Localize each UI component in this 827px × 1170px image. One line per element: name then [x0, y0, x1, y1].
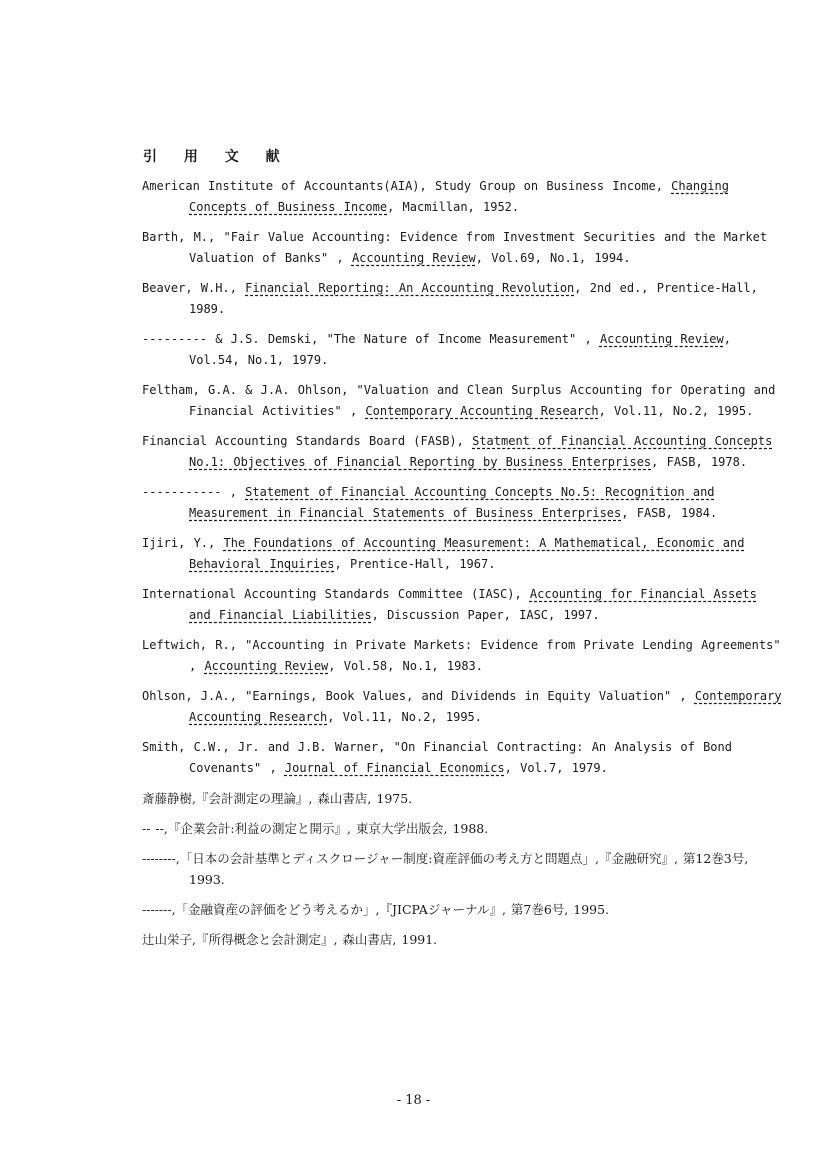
reference-title-underlined: Contemporary Accounting Research [365, 404, 599, 418]
page-number: - 18 - [396, 1093, 431, 1108]
reference-text: , Prentice-Hall, 1967. [334, 557, 496, 571]
reference-text: Ohlson, J.A., "Earnings, Book Values, and Dividends in Equity Valuation" , [142, 689, 695, 703]
reference-text: ----------- , [142, 485, 246, 499]
reference-title-underlined: Accounting Review [599, 332, 724, 346]
reference-entry [142, 929, 782, 950]
reference-entry [142, 737, 782, 779]
reference-text: Smith, C.W., Jr. and J.B. Warner, "On Financial Contracting: An Analysis of Bond Covenants" , [142, 740, 732, 775]
reference-text: Ijiri, Y., [142, 536, 224, 550]
reference-text: 斎藤静樹,『会計測定の理論』, 森山書店, 1975. [142, 791, 413, 806]
reference-text: Beaver, W.H., [142, 281, 246, 295]
reference-entry [142, 227, 782, 269]
reference-text: 辻山栄子,『所得概念と会計測定』, 森山書店, 1991. [142, 932, 438, 947]
reference-entry [142, 788, 782, 809]
reference-title-underlined: Statment of Financial Accounting Concepts No.1: Objectives of Financial Reporting by Business Enterprises [189, 434, 773, 469]
reference-text: , Vol.11, No.2, 1995. [598, 404, 754, 418]
reference-text: Leftwich, R., "Accounting in Private Markets: Evidence from Private Lending Agreements" , [142, 638, 781, 673]
reference-title-underlined: The Foundations of Accounting Measurement: A Mathematical, Economic and Behavioral Inquiries [189, 536, 745, 571]
reference-text: , 2nd ed., Prentice-Hall, 1989. [189, 281, 758, 316]
reference-entry [142, 482, 782, 524]
reference-text: , FASB, 1984. [621, 506, 718, 520]
reference-entry [142, 380, 782, 422]
reference-text: , Discussion Paper, IASC, 1997. [371, 608, 600, 622]
reference-entry [142, 818, 782, 839]
reference-text: --------- & J.S. Demski, "The Nature of Income Measurement" , [142, 332, 600, 346]
reference-entry [142, 431, 782, 473]
reference-entry [142, 584, 782, 626]
reference-title-underlined: Accounting Review [351, 251, 476, 265]
reference-title-underlined: Contemporary Accounting Research [189, 689, 782, 724]
reference-text: , Macmillan, 1952. [387, 200, 520, 214]
reference-entry [142, 899, 782, 920]
reference-text: --------,「日本の会計基準とディスクロージャー制度:資産評価の考え方と問題点」,『金融研究』, 第12巻3号, 1993. [142, 851, 749, 887]
reference-entry [142, 278, 782, 320]
reference-text: , FASB, 1978. [651, 455, 748, 469]
reference-text: , Vol.11, No.2, 1995. [327, 710, 482, 724]
reference-entry [142, 848, 782, 890]
references-heading: 引 用 文 献 [143, 149, 291, 165]
reference-text: -- --,『企業会計:利益の測定と開示』, 東京大学出版会, 1988. [142, 821, 489, 836]
reference-text: Financial Accounting Standards Board (FASB), [142, 434, 473, 448]
reference-entry [142, 176, 782, 218]
reference-text: , Vol.54, No.1, 1979. [189, 332, 731, 367]
reference-title-underlined: Accounting for Financial Assets and Financial Liabilities [189, 587, 757, 622]
reference-text: International Accounting Standards Committee (IASC), [142, 587, 530, 601]
reference-text: -------,「金融資産の評価をどう考えるか」,『JICPAジャーナル』, 第7巻6号, 1995. [142, 902, 610, 917]
reference-text: Feltham, G.A. & J.A. Ohlson, "Valuation and Clean Surplus Accounting for Operating and Financial Activities" , [142, 383, 776, 418]
reference-entry [142, 686, 782, 728]
reference-text: , Vol.69, No.1, 1994. [475, 251, 631, 265]
reference-text: , Vol.58, No.1, 1983. [328, 659, 483, 673]
reference-title-underlined: Changing Concepts of Business Income [189, 179, 729, 214]
reference-text: American Institute of Accountants(AIA), Study Group on Business Income, [142, 179, 672, 193]
reference-title-underlined: Journal of Financial Economics [284, 761, 505, 775]
reference-list [142, 176, 782, 959]
reference-text: Barth, M., "Fair Value Accounting: Evidence from Investment Securities and the Market Valuation of Banks" , [142, 230, 768, 265]
reference-entry [142, 635, 782, 677]
reference-title-underlined: Financial Reporting: An Accounting Revolution [245, 281, 575, 295]
reference-title-underlined: Statement of Financial Accounting Concepts No.5: Recognition and Measurement in Financial Statements of Business Enterprises [189, 485, 715, 520]
reference-entry [142, 533, 782, 575]
reference-entry [142, 329, 782, 371]
reference-text: , Vol.7, 1979. [504, 761, 608, 775]
reference-title-underlined: Accounting Review [204, 659, 329, 673]
